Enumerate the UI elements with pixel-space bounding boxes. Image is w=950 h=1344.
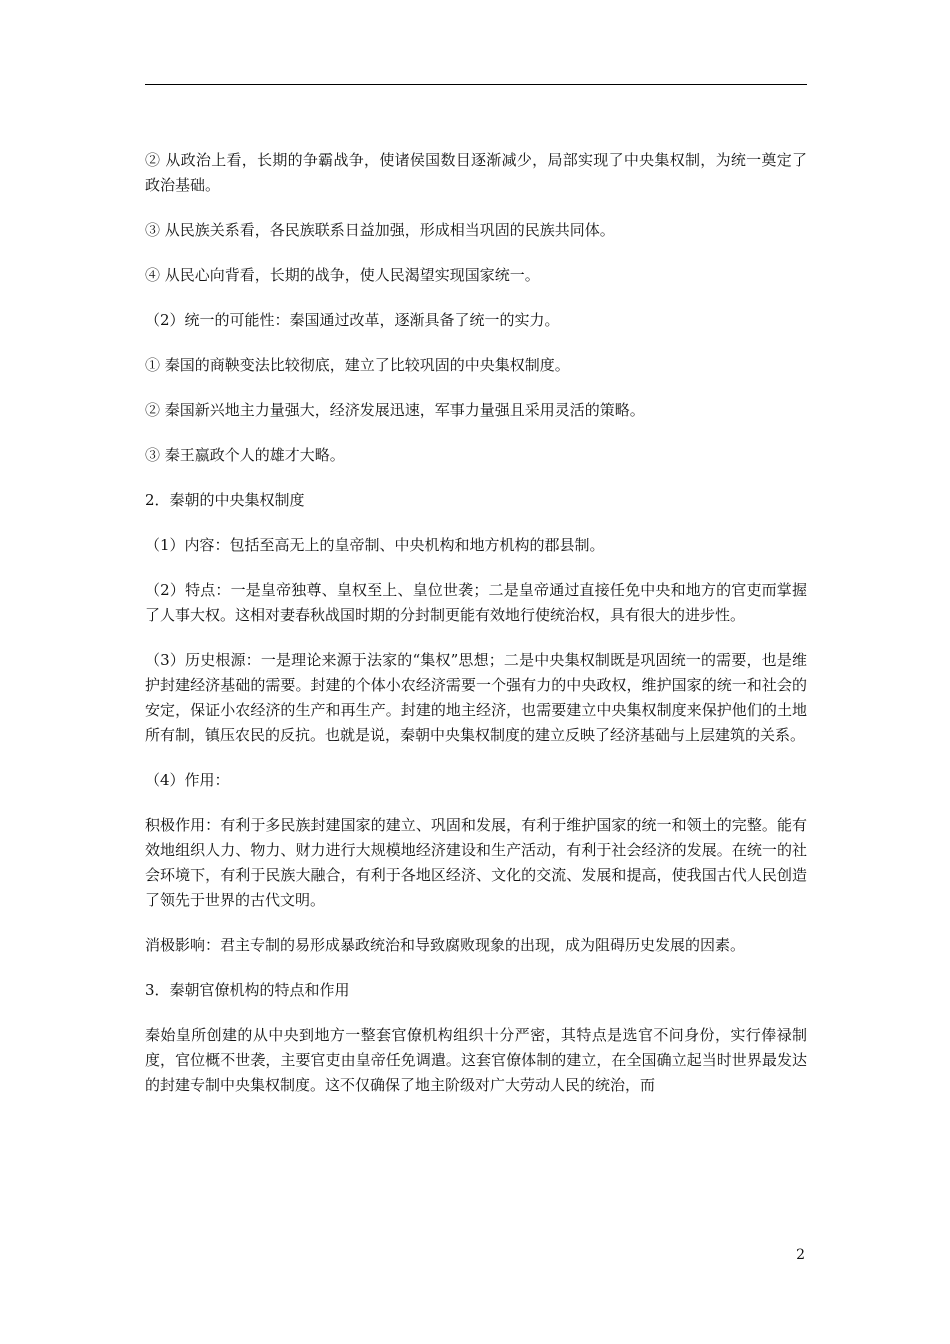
section-heading-bureaucracy: 3．秦朝官僚机构的特点和作用	[145, 981, 350, 999]
paragraph-possibility: （2）统一的可能性：秦国通过改革，逐渐具备了统一的实力。	[145, 311, 560, 329]
paragraph-content: （1）内容：包括至高无上的皇帝制、中央机构和地方机构的郡县制。	[145, 536, 605, 554]
page-number: 2	[796, 1247, 805, 1263]
paragraph-negative-effects: 消极影响：君主专制的易形成暴政统治和导致腐败现象的出现，成为阻碍历史发展的因素。	[145, 936, 746, 954]
paragraph-features: （2）特点：一是皇帝独尊、皇权至上、皇位世袭；二是皇帝通过直接任免中央和地方的官吏而掌握了人事大权。这相对妻春秋战国时期的分封制更能有效地行使统治权，具有很大的进步性。	[145, 581, 807, 624]
header-rule	[145, 84, 807, 85]
paragraph-political-basis: ② 从政治上看，长期的争霸战争，使诸侯国数目逐渐减少，局部实现了中央集权制，为统一奠定了政治基础。	[145, 151, 807, 194]
paragraph-historical-roots: （3）历史根源：一是理论来源于法家的“集权”思想；二是中央集权制既是巩固统一的需要，也是维护封建经济基础的需要。封建的个体小农经济需要一个强有力的中央政权，维护国家的统一和社会的安定，保证小农经济的生产和再生产。封建的地主经济，也需要建立中央集权制度来保护他们的土地所有制，镇压农民的反抗。也就是说，秦朝中央集权制度的建立反映了经济基础与上层建筑的关系。	[145, 651, 807, 744]
paragraph-shang-yang-reform: ① 秦国的商鞅变法比较彻底，建立了比较巩固的中央集权制度。	[145, 356, 570, 374]
paragraph-ying-zheng: ③ 秦王嬴政个人的雄才大略。	[145, 446, 345, 464]
paragraph-public-will: ④ 从民心向背看，长期的战争，使人民渴望实现国家统一。	[145, 266, 540, 284]
paragraph-positive-effects: 积极作用：有利于多民族封建国家的建立、巩固和发展，有利于维护国家的统一和领土的完整。能有效地组织人力、物力、财力进行大规模地经济建设和生产活动，有利于社会经济的发展。在统一的社会环境下，有利于民族大融合，有利于各地区经济、文化的交流、发展和提高，使我国古代人民创造了领先于世界的古代文明。	[145, 816, 807, 909]
paragraph-effects-heading: （4）作用：	[145, 771, 230, 789]
paragraph-ethnic-relations: ③ 从民族关系看，各民族联系日益加强，形成相当巩固的民族共同体。	[145, 221, 615, 239]
paragraph-qin-strength: ② 秦国新兴地主力量强大，经济发展迅速，军事力量强且采用灵活的策略。	[145, 401, 645, 419]
section-heading-centralization: 2．秦朝的中央集权制度	[145, 491, 305, 509]
paragraph-bureaucracy: 秦始皇所创建的从中央到地方一整套官僚机构组织十分严密，其特点是选官不问身份，实行俸禄制度，官位概不世袭，主要官吏由皇帝任免调遣。这套官僚体制的建立，在全国确立起当时世界最发达的封建专制中央集权制度。这不仅确保了地主阶级对广大劳动人民的统治，而	[145, 1026, 807, 1094]
document-body	[145, 148, 807, 1118]
